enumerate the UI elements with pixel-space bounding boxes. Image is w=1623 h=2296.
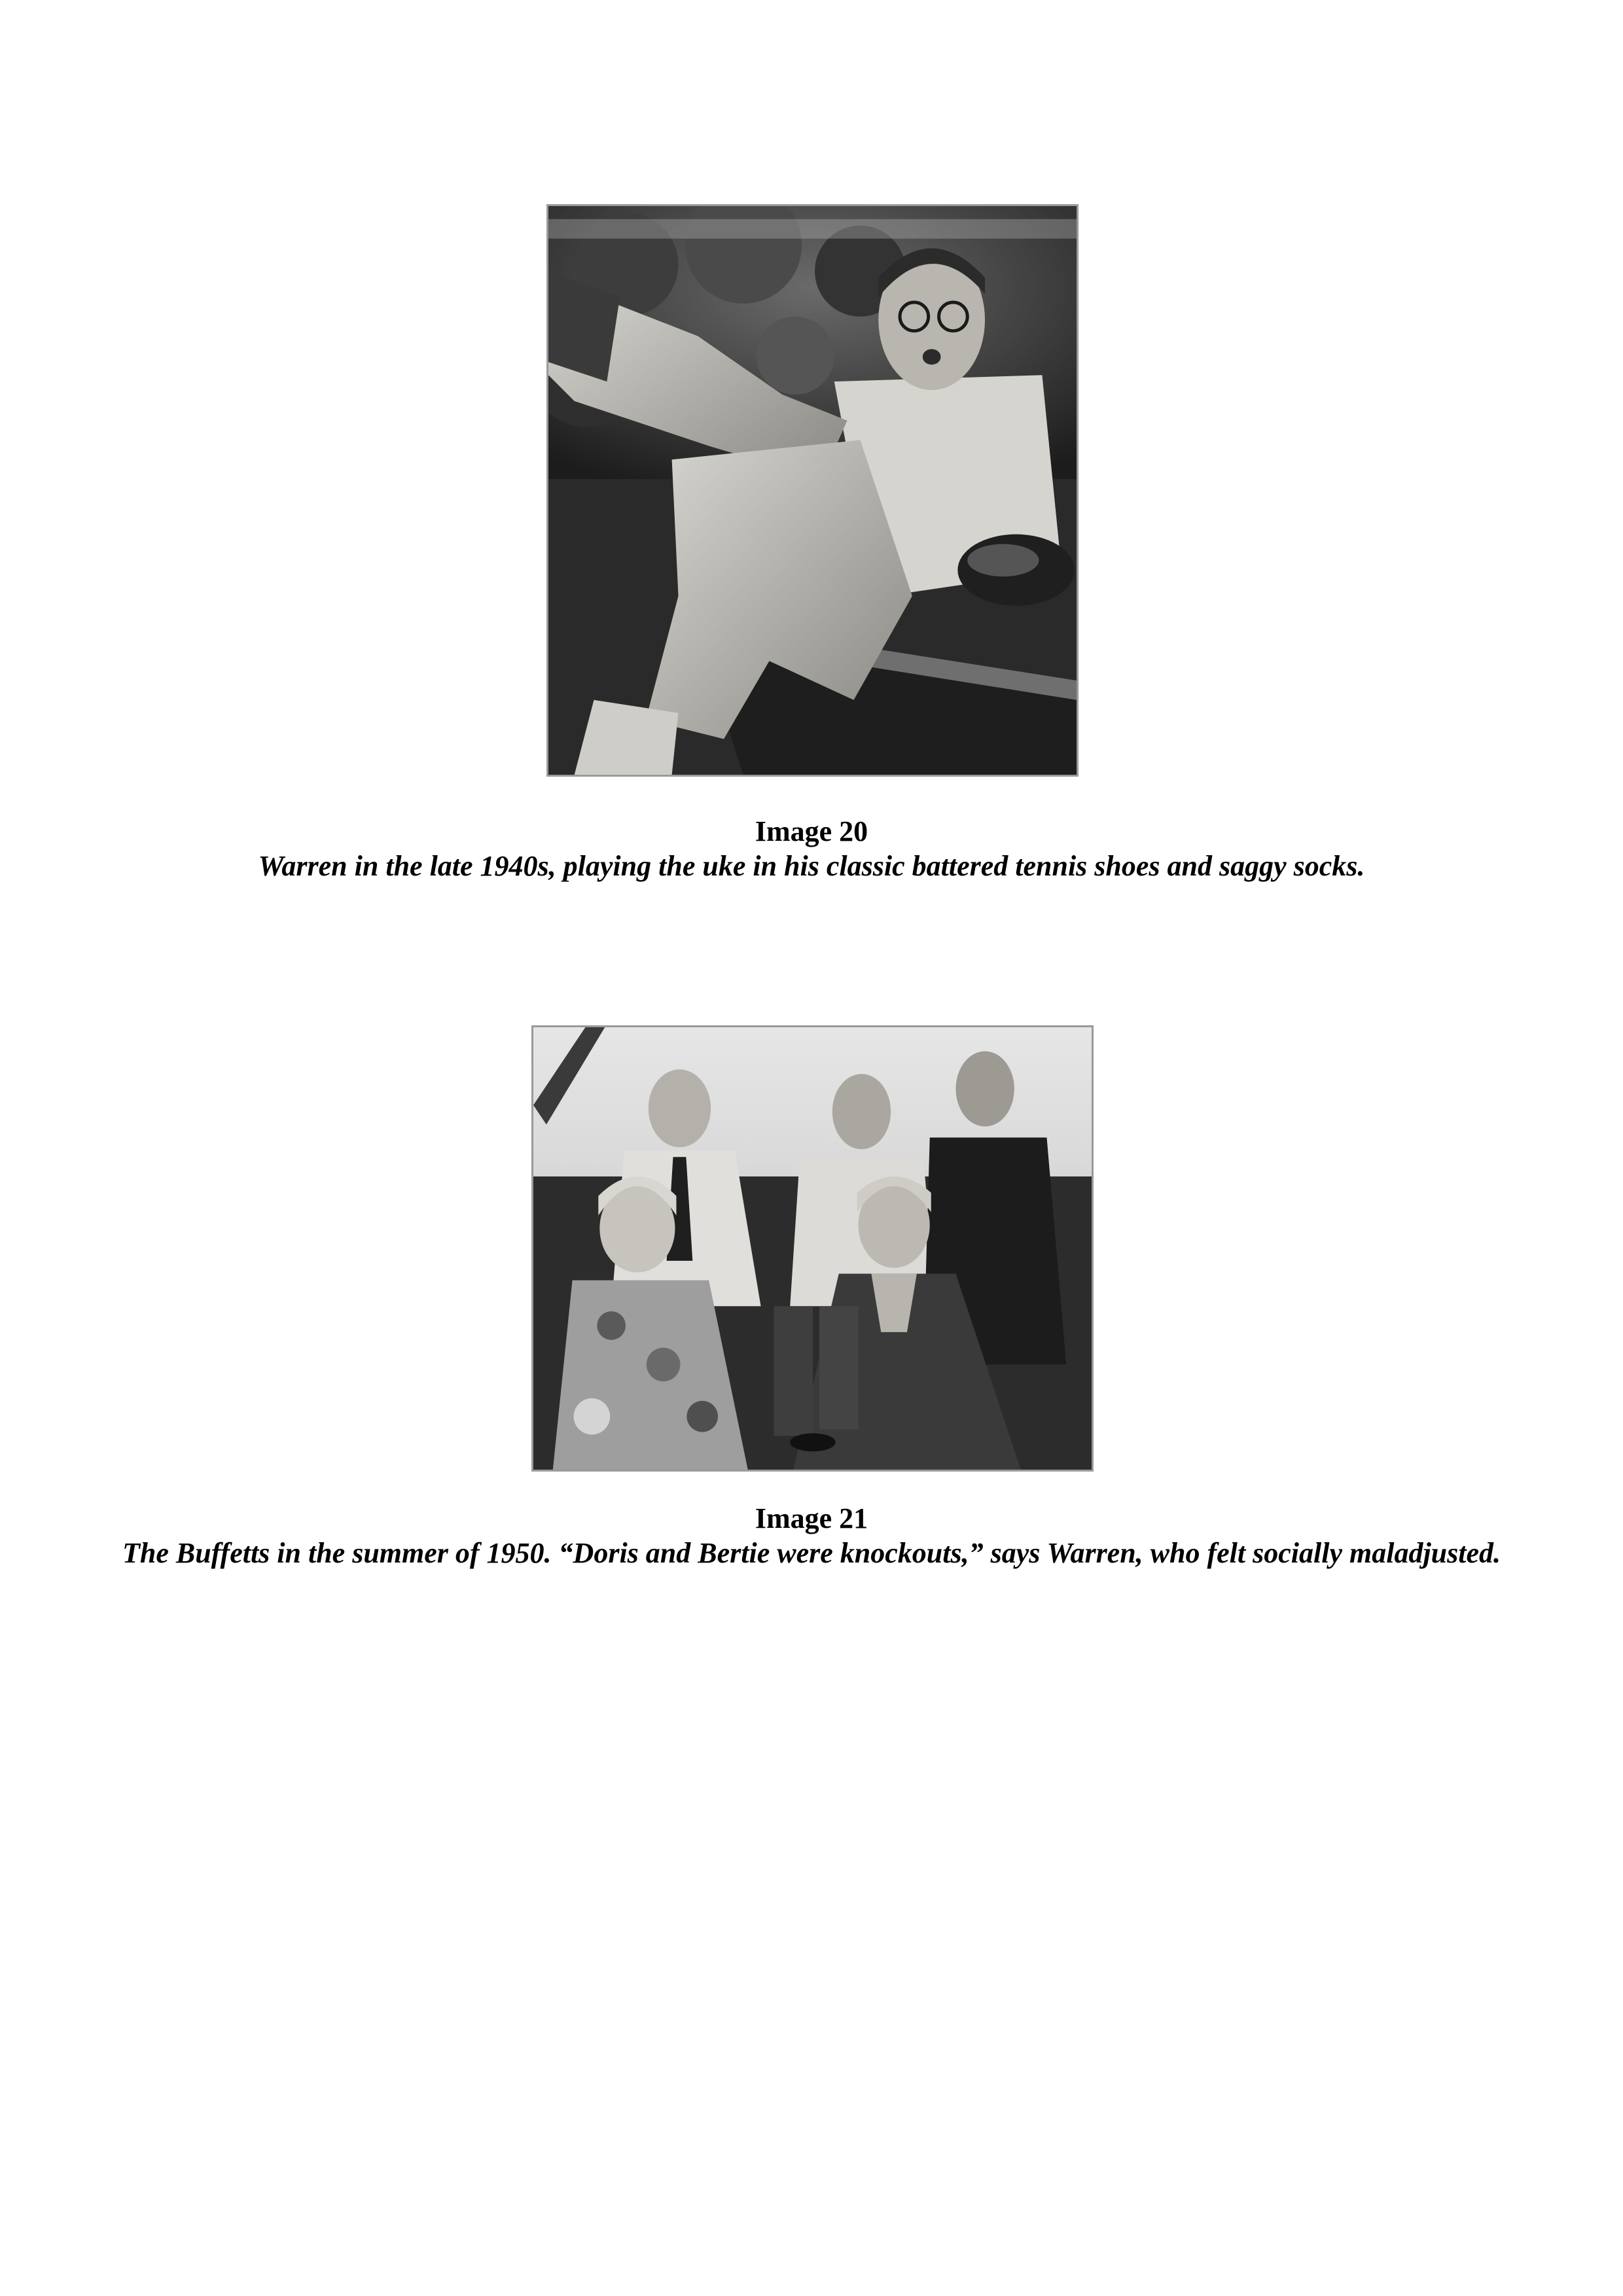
figure-label-2: Image 21 <box>755 1502 868 1534</box>
figure-caption-2 <box>98 1502 1525 1571</box>
photo-warren-reclining <box>546 204 1079 777</box>
photo-warren-reclining-image <box>548 206 1077 775</box>
figure-caption-text-2: The Buffetts in the summer of 1950. “Doris and Bertie were knockouts,” says Warren, who felt socially maladjusted. <box>122 1537 1501 1569</box>
figure-label-1: Image 20 <box>755 815 868 847</box>
photo-buffett-family <box>531 1025 1094 1472</box>
photo-buffett-family-image <box>533 1027 1092 1470</box>
figure-caption-text-1: Warren in the late 1940s, playing the uke in his classic battered tennis shoes and saggy socks. <box>258 850 1365 882</box>
figure-caption-1 <box>98 815 1525 884</box>
